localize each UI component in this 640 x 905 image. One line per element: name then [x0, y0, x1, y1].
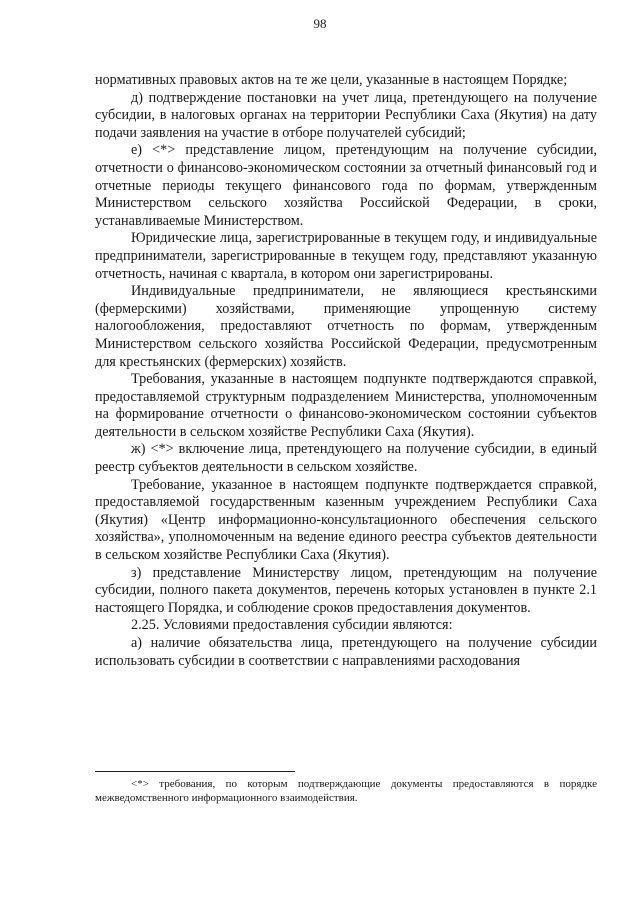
footnote-divider	[95, 771, 295, 772]
paragraph: ж) <*> включение лица, претендующего на получение субсидии, в единый реестр субъектов деятельности в сельском хозяйстве.	[95, 441, 597, 476]
paragraph: д) подтверждение постановки на учет лица, претендующего на получение субсидии, в налоговых органах на территории Республики Саха (Якутия) на дату подачи заявления на участие в отборе получателей субсидий;	[95, 89, 597, 141]
page-number: 98	[313, 16, 327, 31]
paragraph: з) представление Министерству лицом, претендующим на получение субсидии, полного пакета документов, перечень которых установлен в пункте 2.1 настоящего Порядка, и соблюдение сроков предоставления документов.	[95, 564, 597, 616]
paragraph: нормативных правовых актов на те же цели, указанные в настоящем Порядке;	[95, 72, 568, 88]
paragraph: а) наличие обязательства лица, претендующего на получение субсидии использовать субсидии в соответствии с направлениями расходования	[95, 635, 597, 669]
paragraph: Юридические лица, зарегистрированные в текущем году, и индивидуальные предприниматели, зарегистрированные в текущем году, представляют указанную отчетность, начиная с квартала, в котором они зарегистрированы.	[95, 230, 597, 282]
document-body	[95, 72, 597, 670]
paragraph: Индивидуальные предприниматели, не являющиеся крестьянскими (фермерскими) хозяйствами, применяющие упрощенную систему налогообложения, предоставляют отчетность по формам, утвержденным Министерством сельского хозяйства Российской Федерации, предусмотренным для крестьянских (фермерских) хозяйств.	[95, 283, 597, 370]
paragraph: Требование, указанное в настоящем подпункте подтверждается справкой, предоставляемой государственным казенным учреждением Республики Саха (Якутия) «Центр информационно-консультационного обеспечения сельского хозяйства», уполномоченным на ведение единого реестра субъектов деятельности в сельском хозяйстве Республики Саха (Якутия).	[95, 476, 597, 564]
footnote: <*> требования, по которым подтверждающие документы предоставляются в порядке межведомственного информационного взаимодействия.	[95, 778, 597, 804]
paragraph: е) <*> представление лицом, претендующим на получение субсидии, отчетности о финансово-экономическом состоянии за отчетный финансовый год и отчетные периоды текущего финансового года по формам, утвержденным Министерством сельского хозяйства Российской Федерации, в сроки, устанавливаемые Министерством.	[95, 142, 597, 229]
paragraph: 2.25. Условиями предоставления субсидии являются:	[131, 617, 453, 634]
paragraph: Требования, указанные в настоящем подпункте подтверждаются справкой, предоставляемой структурным подразделением Министерства, уполномоченным на формирование отчетности о финансово-экономическом состоянии субъектов деятельности в сельском хозяйстве Республики Саха (Якутия).	[95, 371, 597, 440]
